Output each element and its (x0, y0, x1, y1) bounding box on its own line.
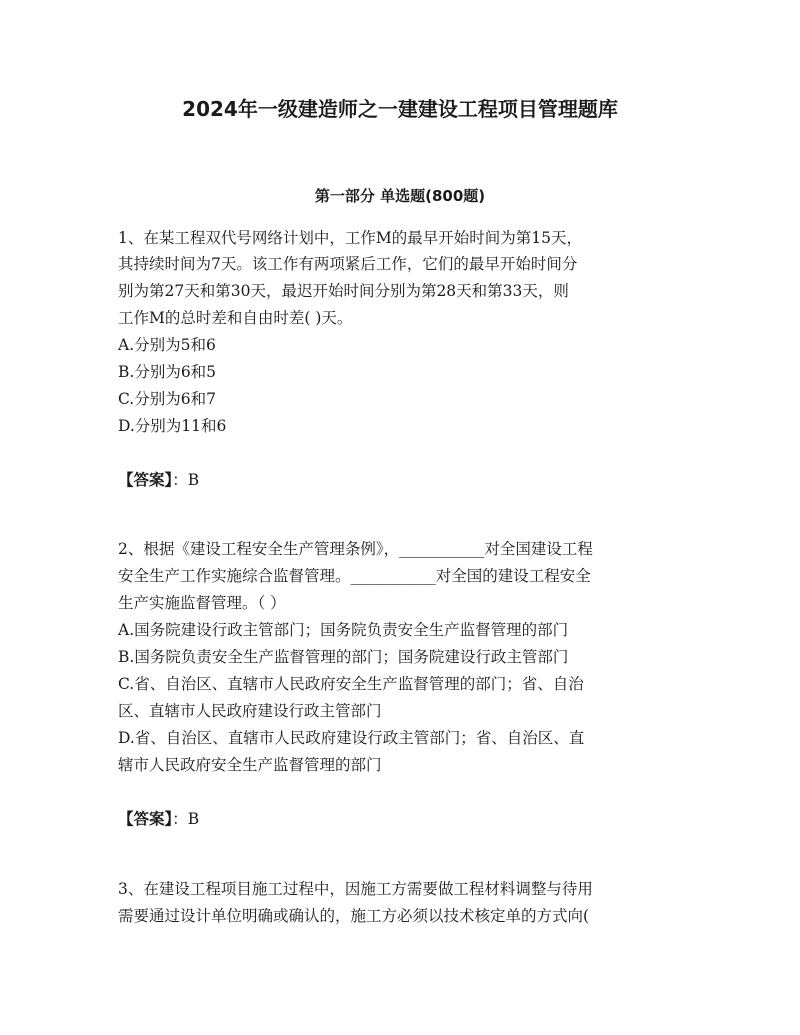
question-3-stem-line-1: 3、在建设工程项目施工过程中，因施工方需要做工程材料调整与待用 (118, 880, 593, 898)
question-1-option-c: C.分别为6和7 (118, 390, 216, 408)
question-2-stem-line-2: 安全生产工作实施综合监督管理。___________对全国的建设工程安全 (118, 567, 591, 585)
question-1-option-d: D.分别为11和6 (118, 417, 227, 435)
page-title: 2024年一级建造师之一建建设工程项目管理题库 (182, 97, 618, 121)
question-2-option-c-line-2: 区、直辖市人民政府建设行政主管部门 (118, 702, 382, 720)
question-2-option-d-line-1: D.省、自治区、直辖市人民政府建设行政主管部门；省、自治区、直 (118, 729, 585, 747)
question-1-option-a: A.分别为5和6 (118, 336, 216, 354)
question-1-stem-line-1: 1、在某工程双代号网络计划中，工作M的最早开始时间为第15天， (118, 229, 582, 247)
question-2-option-a: A.国务院建设行政主管部门；国务院负责安全生产监督管理的部门 (118, 621, 569, 639)
answer-label: 【答案】 (118, 810, 173, 828)
question-2-option-d-line-2: 辖市人民政府安全生产监督管理的部门 (118, 756, 382, 774)
answer-value: ：B (172, 810, 200, 828)
answer-value: ：B (172, 471, 200, 489)
answer-label: 【答案】 (118, 471, 173, 489)
question-2-option-b: B.国务院负责安全生产监督管理的部门；国务院建设行政主管部门 (118, 648, 569, 666)
question-1-answer (118, 467, 199, 493)
section-title: 第一部分 单选题(800题) (314, 187, 486, 205)
question-3-stem-line-2: 需要通过设计单位明确或确认的，施工方必须以技术核定单的方式向( (118, 907, 590, 925)
question-2-stem-line-1: 2、根据《建设工程安全生产管理条例》，___________对全国建设工程 (118, 540, 593, 558)
question-1-option-b: B.分别为6和5 (118, 363, 217, 381)
question-1-stem-line-3: 别为第27天和第30天，最迟开始时间分别为第28天和第33天，则 (118, 282, 569, 300)
question-2-option-c-line-1: C.省、自治区、直辖市人民政府安全生产监督管理的部门；省、自治 (118, 675, 584, 693)
question-1-stem-line-4: 工作M的总时差和自由时差( )天。 (118, 309, 353, 327)
question-2-stem-line-3: 生产实施监督管理。（ ） (118, 594, 286, 612)
question-2-answer (118, 806, 199, 832)
question-1-stem-line-2: 其持续时间为7天。该工作有两项紧后工作，它们的最早开始时间分 (118, 255, 578, 273)
